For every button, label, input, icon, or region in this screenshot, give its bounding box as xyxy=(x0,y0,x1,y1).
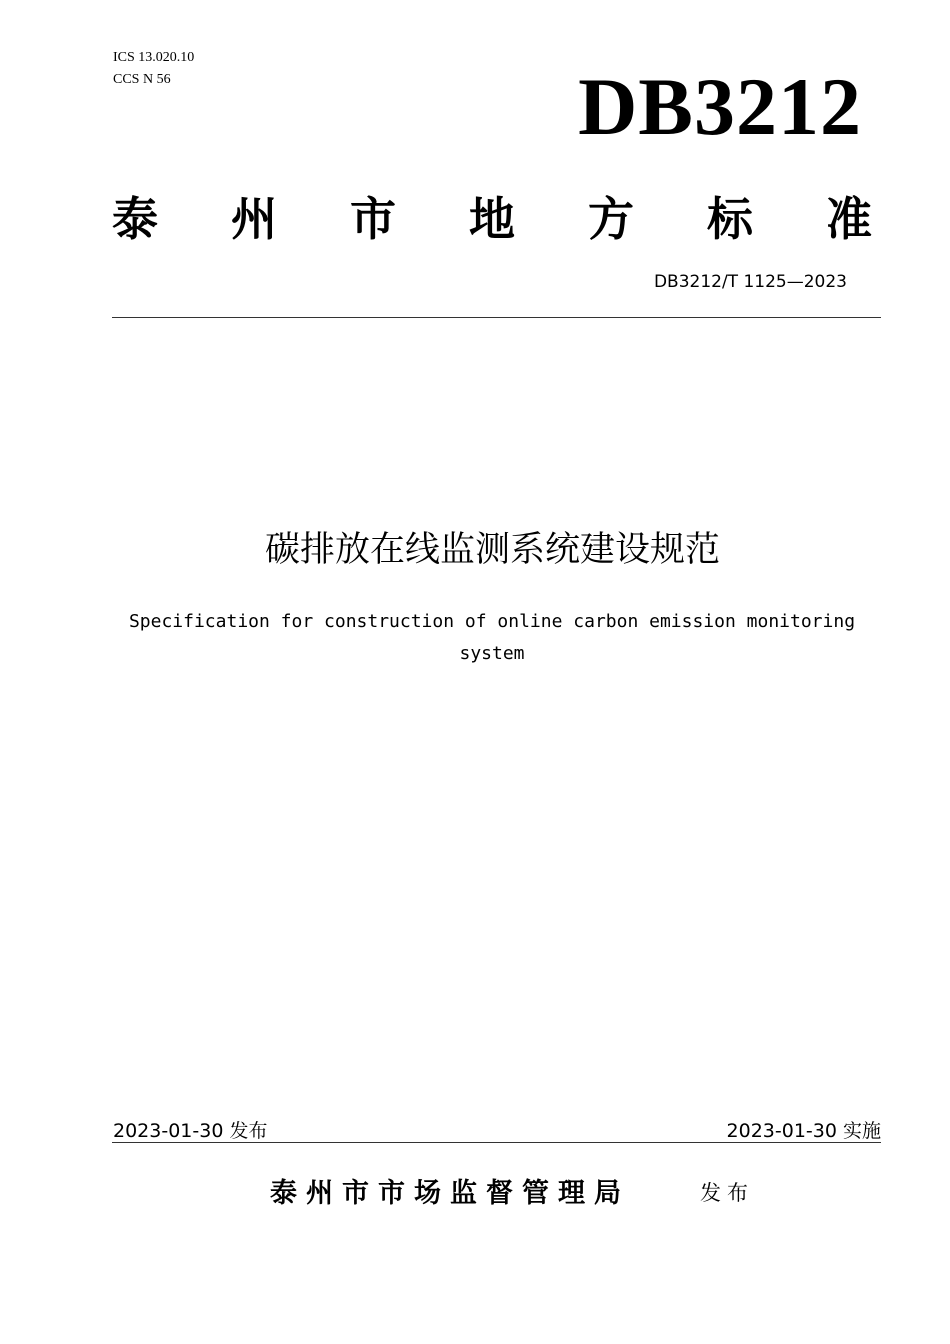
standard-type-heading xyxy=(112,190,872,250)
standard-type-char: 州 xyxy=(231,194,277,245)
db-code-logo: DB3212 xyxy=(578,61,862,152)
standard-type-char: 标 xyxy=(707,194,753,245)
standard-type-char: 市 xyxy=(350,194,396,245)
standard-number: DB3212/T 1125—2023 xyxy=(653,272,847,292)
issue-label: 发布 xyxy=(700,1181,754,1205)
top-divider xyxy=(112,317,881,318)
ccs-code: CCS N 56 xyxy=(113,72,171,87)
title-english: Specification for construction of online carbon emission monitoring system xyxy=(128,611,856,664)
publish-date: 2023-01-30 发布 xyxy=(113,1120,268,1142)
bottom-divider xyxy=(112,1142,881,1143)
issuing-authority: 泰州市市场监督管理局 xyxy=(270,1178,630,1208)
title-chinese: 碳排放在线监测系统建设规范 xyxy=(264,530,720,570)
standard-type-char: 地 xyxy=(469,194,515,245)
standard-type-char: 准 xyxy=(826,194,872,245)
ics-code: ICS 13.020.10 xyxy=(113,50,195,65)
standard-type-char: 泰 xyxy=(112,194,158,245)
implementation-date: 2023-01-30 实施 xyxy=(726,1120,881,1142)
standard-type-char: 方 xyxy=(588,194,634,245)
